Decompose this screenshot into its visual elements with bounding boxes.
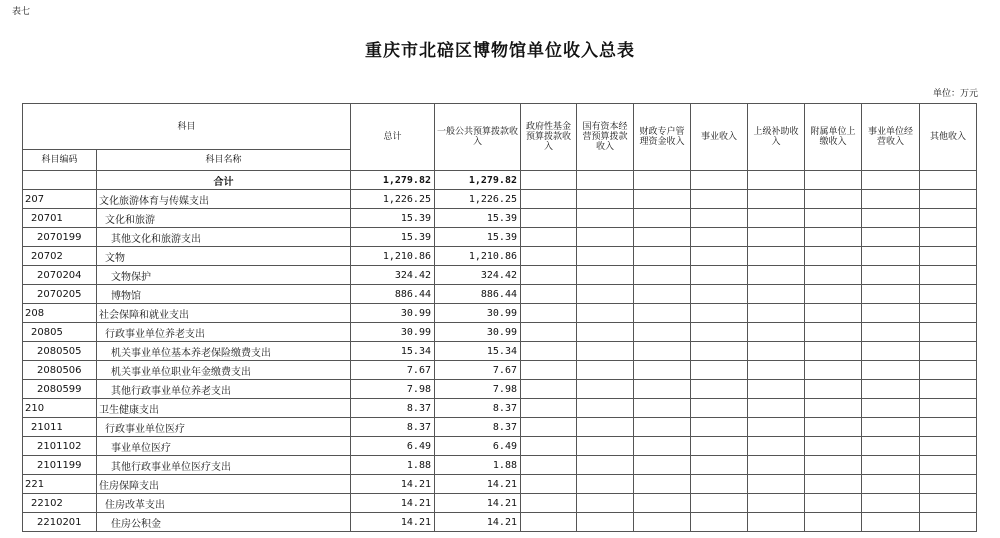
amount-cell [577,323,634,342]
amount-cell: 8.37 [351,418,435,437]
amount-cell [748,475,805,494]
amount-cell [805,399,862,418]
amount-cell [577,228,634,247]
header-name: 科目名称 [97,150,351,171]
amount-cell [577,285,634,304]
table-row [23,437,977,456]
amount-cell [521,380,577,399]
amount-cell [805,342,862,361]
amount-cell [805,228,862,247]
amount-cell [805,418,862,437]
amount-cell [920,380,977,399]
amount-cell: 1.88 [435,456,521,475]
amount-cell [521,342,577,361]
subject-name-cell: 行政事业单位养老支出 [97,323,351,342]
amount-cell [862,456,920,475]
unit-label: 单位：万元 [932,89,978,99]
header-col-business-income: 事业收入 [691,104,748,171]
table-row [23,456,977,475]
subject-name-cell: 博物馆 [97,285,351,304]
amount-cell: 886.44 [435,285,521,304]
amount-cell [748,380,805,399]
amount-cell [691,247,748,266]
subject-code-cell: 2101199 [23,456,97,475]
amount-cell [805,437,862,456]
table-row [23,285,977,304]
subject-name-cell: 机关事业单位职业年金缴费支出 [97,361,351,380]
amount-cell [805,304,862,323]
table-row [23,475,977,494]
subject-name-cell: 其他行政事业单位养老支出 [97,380,351,399]
amount-cell: 1,226.25 [351,190,435,209]
total-value: 1,279.82 [435,171,521,190]
total-label: 合计 [97,171,351,190]
subject-name-cell: 机关事业单位基本养老保险缴费支出 [97,342,351,361]
header-col-other-income: 其他收入 [920,104,977,171]
amount-cell [805,361,862,380]
subject-name-cell: 文化旅游体育与传媒支出 [97,190,351,209]
amount-cell: 15.39 [351,209,435,228]
amount-cell [634,380,691,399]
subject-code-cell: 2070204 [23,266,97,285]
amount-cell [920,209,977,228]
amount-cell [748,228,805,247]
subject-name-cell: 其他文化和旅游支出 [97,228,351,247]
total-code-cell [23,171,97,190]
subject-code-cell: 2070205 [23,285,97,304]
amount-cell [521,209,577,228]
amount-cell [577,475,634,494]
table-body [23,171,977,532]
amount-cell [748,323,805,342]
amount-cell [748,190,805,209]
header-col-operating-income: 事业单位经营收入 [862,104,920,171]
subject-code-cell: 2080505 [23,342,97,361]
subject-code-cell: 21011 [23,418,97,437]
amount-cell [805,190,862,209]
amount-cell [634,361,691,380]
amount-cell [577,209,634,228]
amount-cell [862,209,920,228]
amount-cell: 324.42 [351,266,435,285]
amount-cell [577,342,634,361]
amount-cell [577,361,634,380]
amount-cell [634,266,691,285]
header-col-superior-subsidy: 上级补助收入 [748,104,805,171]
subject-code-cell: 208 [23,304,97,323]
amount-cell [691,209,748,228]
table-row [23,228,977,247]
header-col-affiliate-income: 附属单位上缴收入 [805,104,862,171]
table-row [23,266,977,285]
amount-cell [577,456,634,475]
amount-cell [920,494,977,513]
amount-cell [691,361,748,380]
amount-cell [920,285,977,304]
subject-name-cell: 社会保障和就业支出 [97,304,351,323]
amount-cell [748,494,805,513]
subject-code-cell: 2070199 [23,228,97,247]
amount-cell [805,266,862,285]
amount-cell [521,304,577,323]
total-value [691,171,748,190]
amount-cell [634,209,691,228]
amount-cell: 14.21 [351,494,435,513]
amount-cell [862,247,920,266]
amount-cell [634,475,691,494]
amount-cell [748,513,805,532]
amount-cell [862,437,920,456]
amount-cell [748,456,805,475]
table-row [23,361,977,380]
amount-cell [577,304,634,323]
amount-cell [920,361,977,380]
amount-cell [805,456,862,475]
total-row [23,171,977,190]
amount-cell [691,323,748,342]
table-row [23,209,977,228]
header-col-fiscal-account: 财政专户管理资金收入 [634,104,691,171]
amount-cell: 15.34 [351,342,435,361]
amount-cell: 14.21 [351,475,435,494]
amount-cell: 14.21 [435,494,521,513]
amount-cell [748,247,805,266]
subject-name-cell: 卫生健康支出 [97,399,351,418]
amount-cell [748,342,805,361]
amount-cell [920,228,977,247]
amount-cell [862,323,920,342]
amount-cell [521,399,577,418]
amount-cell [634,513,691,532]
amount-cell [862,380,920,399]
income-table [22,103,977,532]
amount-cell: 324.42 [435,266,521,285]
amount-cell [862,399,920,418]
amount-cell [862,285,920,304]
amount-cell [634,190,691,209]
amount-cell [748,304,805,323]
amount-cell [862,361,920,380]
header-code: 科目编码 [23,150,97,171]
amount-cell [862,342,920,361]
amount-cell [691,266,748,285]
amount-cell [634,247,691,266]
subject-code-cell: 207 [23,190,97,209]
amount-cell [521,475,577,494]
amount-cell: 1,210.86 [351,247,435,266]
amount-cell [748,209,805,228]
page-title: 重庆市北碚区博物馆单位收入总表 [365,41,635,61]
subject-code-cell: 2080599 [23,380,97,399]
header-col-general-budget: 一般公共预算拨款收入 [435,104,521,171]
subject-code-cell: 221 [23,475,97,494]
amount-cell [920,266,977,285]
total-value [521,171,577,190]
total-value [634,171,691,190]
amount-cell [634,399,691,418]
amount-cell [577,247,634,266]
amount-cell [805,247,862,266]
amount-cell [691,513,748,532]
header-col-total: 总计 [351,104,435,171]
table-row [23,190,977,209]
amount-cell: 886.44 [351,285,435,304]
amount-cell [634,285,691,304]
total-value [805,171,862,190]
amount-cell: 1,210.86 [435,247,521,266]
amount-cell [920,437,977,456]
subject-name-cell: 文化和旅游 [97,209,351,228]
amount-cell [691,475,748,494]
amount-cell: 1,226.25 [435,190,521,209]
subject-name-cell: 其他行政事业单位医疗支出 [97,456,351,475]
amount-cell [691,285,748,304]
amount-cell [920,456,977,475]
amount-cell [691,456,748,475]
amount-cell [521,285,577,304]
amount-cell [862,475,920,494]
amount-cell [691,437,748,456]
amount-cell [577,399,634,418]
table-row [23,513,977,532]
table-row [23,380,977,399]
amount-cell: 7.67 [351,361,435,380]
amount-cell [634,342,691,361]
amount-cell: 15.39 [435,209,521,228]
amount-cell [577,437,634,456]
table-header [23,104,977,171]
amount-cell [521,190,577,209]
amount-cell [805,323,862,342]
amount-cell [634,494,691,513]
amount-cell [862,513,920,532]
total-value [577,171,634,190]
amount-cell [691,190,748,209]
amount-cell [577,380,634,399]
amount-cell [521,494,577,513]
amount-cell [920,418,977,437]
subject-code-cell: 2101102 [23,437,97,456]
subject-code-cell: 20702 [23,247,97,266]
subject-name-cell: 事业单位医疗 [97,437,351,456]
amount-cell: 14.21 [351,513,435,532]
table-number-label: 表七 [12,7,31,17]
subject-code-cell: 20805 [23,323,97,342]
amount-cell [521,247,577,266]
subject-name-cell: 住房公积金 [97,513,351,532]
amount-cell [920,190,977,209]
amount-cell [920,475,977,494]
amount-cell [691,399,748,418]
amount-cell: 6.49 [435,437,521,456]
amount-cell [920,247,977,266]
amount-cell [577,190,634,209]
amount-cell: 15.39 [351,228,435,247]
amount-cell [521,323,577,342]
table-row [23,494,977,513]
amount-cell [634,456,691,475]
total-value [862,171,920,190]
amount-cell [691,228,748,247]
total-value [748,171,805,190]
subject-name-cell: 行政事业单位医疗 [97,418,351,437]
amount-cell [805,285,862,304]
table-row [23,323,977,342]
amount-cell [691,494,748,513]
subject-code-cell: 2210201 [23,513,97,532]
amount-cell [748,266,805,285]
amount-cell: 30.99 [435,323,521,342]
header-subject: 科目 [23,104,351,150]
amount-cell: 7.67 [435,361,521,380]
amount-cell: 8.37 [435,418,521,437]
amount-cell: 15.34 [435,342,521,361]
amount-cell [748,437,805,456]
amount-cell: 30.99 [435,304,521,323]
amount-cell: 30.99 [351,323,435,342]
amount-cell [748,285,805,304]
subject-code-cell: 2080506 [23,361,97,380]
amount-cell [577,513,634,532]
table-row [23,304,977,323]
amount-cell [691,342,748,361]
amount-cell [748,399,805,418]
amount-cell [862,418,920,437]
header-col-gov-fund: 政府性基金预算拨款收入 [521,104,577,171]
total-value [920,171,977,190]
amount-cell [748,418,805,437]
amount-cell: 7.98 [351,380,435,399]
amount-cell [691,304,748,323]
amount-cell [521,418,577,437]
amount-cell [920,323,977,342]
amount-cell [577,418,634,437]
amount-cell [521,361,577,380]
amount-cell [862,190,920,209]
amount-cell [862,304,920,323]
amount-cell [521,437,577,456]
amount-cell [634,418,691,437]
table-row [23,418,977,437]
amount-cell [805,209,862,228]
total-value: 1,279.82 [351,171,435,190]
table-row [23,342,977,361]
subject-code-cell: 210 [23,399,97,418]
subject-name-cell: 住房改革支出 [97,494,351,513]
amount-cell: 7.98 [435,380,521,399]
table-row [23,399,977,418]
amount-cell [521,456,577,475]
amount-cell: 6.49 [351,437,435,456]
header-col-state-capital: 国有资本经营预算拨款收入 [577,104,634,171]
amount-cell: 14.21 [435,475,521,494]
subject-name-cell: 文物保护 [97,266,351,285]
amount-cell [634,437,691,456]
amount-cell [920,399,977,418]
amount-cell [805,494,862,513]
amount-cell [862,266,920,285]
amount-cell: 8.37 [351,399,435,418]
amount-cell [862,228,920,247]
amount-cell [805,380,862,399]
subject-name-cell: 文物 [97,247,351,266]
amount-cell [920,342,977,361]
amount-cell [862,494,920,513]
amount-cell [577,266,634,285]
table-row [23,247,977,266]
subject-code-cell: 20701 [23,209,97,228]
amount-cell [634,304,691,323]
amount-cell [805,475,862,494]
amount-cell: 15.39 [435,228,521,247]
amount-cell [634,228,691,247]
amount-cell [920,513,977,532]
subject-name-cell: 住房保障支出 [97,475,351,494]
amount-cell: 1.88 [351,456,435,475]
amount-cell [577,494,634,513]
amount-cell: 8.37 [435,399,521,418]
amount-cell [805,513,862,532]
amount-cell [521,513,577,532]
amount-cell [748,361,805,380]
amount-cell: 30.99 [351,304,435,323]
amount-cell: 14.21 [435,513,521,532]
amount-cell [691,418,748,437]
amount-cell [634,323,691,342]
amount-cell [521,228,577,247]
amount-cell [691,380,748,399]
amount-cell [521,266,577,285]
amount-cell [920,304,977,323]
subject-code-cell: 22102 [23,494,97,513]
